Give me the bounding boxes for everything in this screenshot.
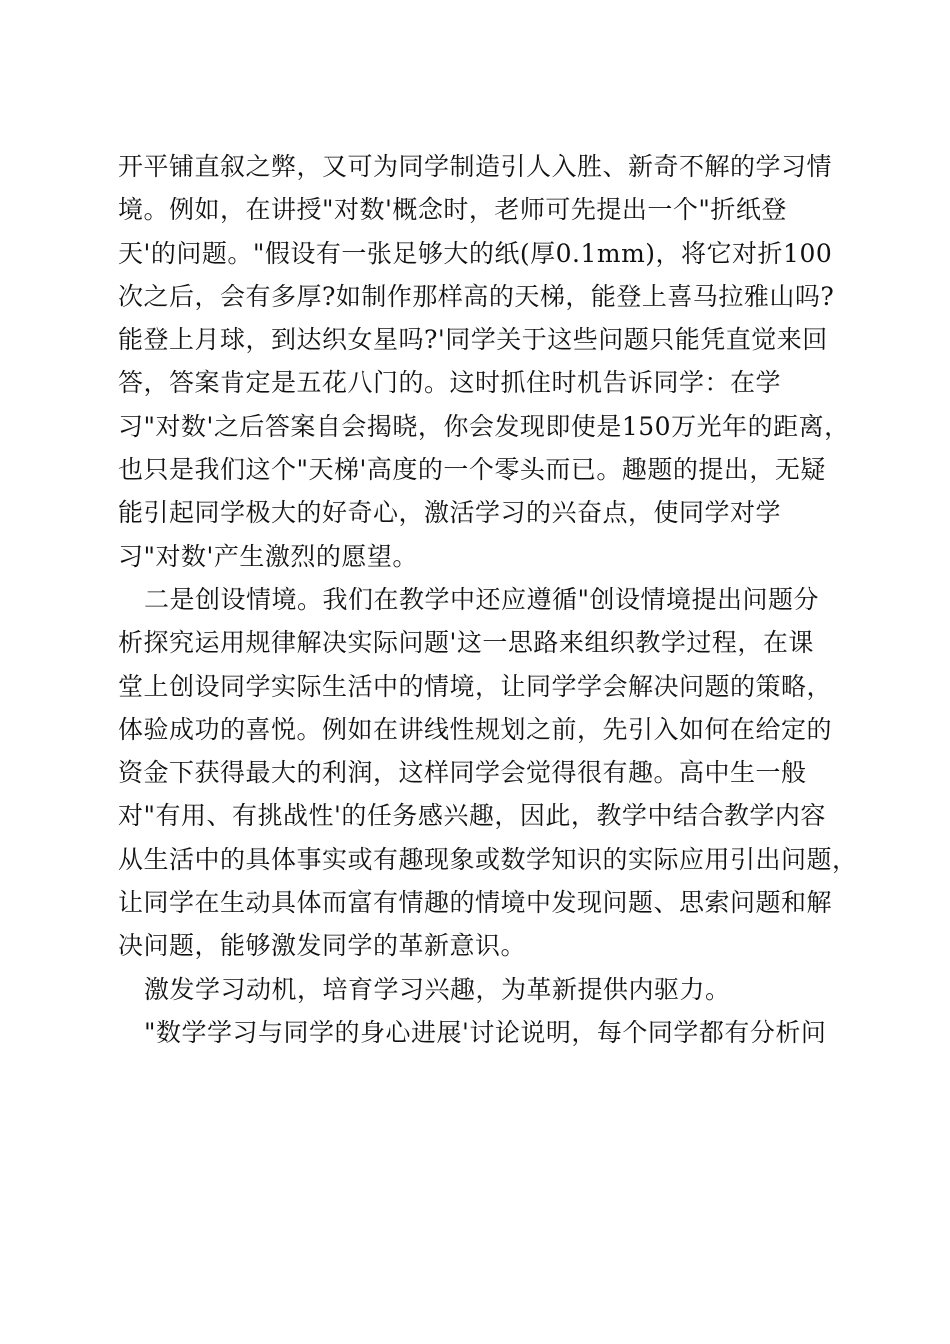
text-line: 让同学在生动具体而富有情趣的情境中发现问题、思索问题和解: [118, 888, 833, 918]
text-line: 境。例如，在讲授"对数'概念时，老师可先提出一个"折纸登: [118, 195, 787, 225]
text-line: 对"有用、有挑战性'的任务感兴趣，因此，教学中结合教学内容: [118, 801, 826, 831]
text-line: 决问题，能够激发同学的革新意识。: [118, 931, 527, 961]
text-line: 体验成功的喜悦。例如在讲线性规划之前，先引入如何在给定的: [118, 714, 833, 744]
text-line: "数学学习与同学的身心进展'讨论说明，每个同学都有分析问: [144, 1017, 827, 1047]
text-line: 二是创设情境。我们在教学中还应遵循"创设情境提出问题分: [144, 584, 820, 614]
text-line: 堂上创设同学实际生活中的情境，让同学学会解决问题的策略，: [118, 671, 833, 701]
text-line: 答，答案肯定是五花八门的。这时抓住时机告诉同学：在学: [118, 368, 782, 398]
text-line: 从生活中的具体事实或有趣现象或数学知识的实际应用引出问题，: [118, 844, 858, 874]
text-line: 天'的问题。"假设有一张足够大的纸(厚0.1mm)，将它对折100: [118, 238, 833, 268]
text-line: 析探究运用规律解决实际问题'这一思路来组织教学过程，在课: [118, 628, 814, 658]
text-line: 能登上月球，到达织女星吗?'同学关于这些问题只能凭直觉来回: [118, 325, 828, 355]
text-line: 习"对数'产生激烈的愿望。: [118, 541, 418, 571]
text-line: 也只是我们这个"天梯'高度的一个零头而已。趣题的提出，无疑: [118, 455, 826, 485]
text-line: 习"对数'之后答案自会揭晓，你会发现即使是150万光年的距离，: [118, 411, 850, 441]
text-line: 资金下获得最大的利润，这样同学会觉得很有趣。高中生一般: [118, 758, 807, 788]
text-line: 次之后，会有多厚?如制作那样高的天梯，能登上喜马拉雅山吗?: [118, 281, 835, 311]
text-line: 能引起同学极大的好奇心，激活学习的兴奋点，使同学对学: [118, 498, 782, 528]
body-text: [118, 148, 858, 1057]
text-line: 激发学习动机，培育学习兴趣，为革新提供内驱力。: [144, 974, 731, 1004]
text-line: 开平铺直叙之弊，又可为同学制造引人入胜、新奇不解的学习情: [118, 152, 833, 181]
